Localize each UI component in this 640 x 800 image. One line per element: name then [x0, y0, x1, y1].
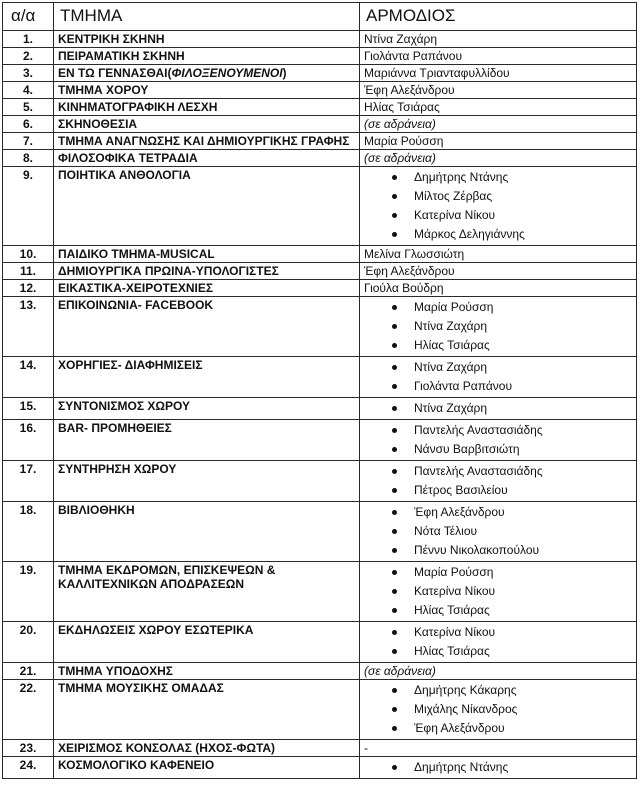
table-row: [3, 133, 637, 150]
department-name: ΠΕΙΡΑΜΑΤΙΚΗ ΣΚΗΝΗ: [54, 48, 360, 65]
responsible-name: Γιούλα Βούδρη: [364, 281, 444, 295]
row-number: 4.: [3, 82, 54, 99]
list-item: Έφη Αλεξάνδρου: [364, 719, 632, 738]
department-name: ΠΟΙΗΤΙΚΑ ΑΝΘΟΛΟΓΙΑ: [54, 167, 360, 246]
list-item: Κατερίνα Νίκου: [364, 206, 632, 225]
responsible-name: -: [364, 741, 368, 755]
list-item: Παντελής Αναστασιάδης: [364, 421, 632, 440]
department-name: ΣΥΝΤΟΝΙΣΜΟΣ ΧΩΡΟΥ: [54, 398, 360, 420]
list-item: Μαρία Ρούσση: [364, 298, 632, 317]
row-number: 11.: [3, 263, 54, 280]
table-row: [3, 680, 637, 740]
table-row: [3, 116, 637, 133]
table-row: [3, 280, 637, 297]
responsible-name: Μελίνα Γλωσσιώτη: [364, 247, 465, 261]
header-department: ΤΜΗΜΑ: [54, 3, 360, 31]
responsible-name: Μαρία Ρούσση: [364, 134, 444, 148]
list-item: Γιολάντα Ραπάνου: [364, 377, 632, 396]
department-name: ΕΙΚΑΣΤΙΚΑ-ΧΕΙΡΟΤΕΧΝΙΕΣ: [54, 280, 360, 297]
row-number: 15.: [3, 398, 54, 420]
list-item: Μιχάλης Νίκανδρος: [364, 700, 632, 719]
table-row: [3, 502, 637, 562]
responsible-list: [364, 168, 632, 244]
table-row: [3, 757, 637, 779]
inactive-status: (σε αδράνεια): [364, 664, 436, 678]
department-name: ΒΙΒΛΙΟΘΗΚΗ: [54, 502, 360, 562]
table-row: [3, 622, 637, 663]
table-row: [3, 246, 637, 263]
header-responsible: ΑΡΜΟΔΙΟΣ: [360, 3, 637, 31]
table-row: [3, 461, 637, 502]
row-number: 8.: [3, 150, 54, 167]
row-number: 3.: [3, 65, 54, 82]
department-name: ΤΜΗΜΑ ΕΚΔΡΟΜΩΝ, ΕΠΙΣΚΕΨΕΩΝ & ΚΑΛΛΙΤΕΧΝΙΚΩΝ ΑΠΟΔΡΑΣΕΩΝ: [54, 562, 360, 622]
table-row: [3, 398, 637, 420]
responsible-list: [364, 563, 632, 620]
responsible-cell: [360, 622, 637, 663]
list-item: Πέτρος Βασιλείου: [364, 481, 632, 500]
row-number: 17.: [3, 461, 54, 502]
table-row: [3, 357, 637, 398]
responsible-cell: [360, 420, 637, 461]
table-row: [3, 31, 637, 48]
responsible-list: [364, 358, 632, 396]
responsible-list: [364, 681, 632, 738]
responsible-cell: [360, 740, 637, 757]
table-body: [3, 31, 637, 779]
row-number: 22.: [3, 680, 54, 740]
department-name: [54, 65, 360, 82]
responsible-cell: [360, 502, 637, 562]
department-name: ΧΟΡΗΓΙΕΣ- ΔΙΑΦΗΜΙΣΕΙΣ: [54, 357, 360, 398]
department-name: ΕΠΙΚΟΙΝΩΝΙΑ- FACEBOOK: [54, 297, 360, 357]
responsible-cell: [360, 150, 637, 167]
responsible-cell: [360, 65, 637, 82]
table-row: [3, 420, 637, 461]
responsible-list: [364, 399, 632, 418]
table-row: [3, 663, 637, 680]
row-number: 19.: [3, 562, 54, 622]
department-name: ΧΕΙΡΙΣΜΟΣ ΚΟΝΣΟΛΑΣ (ΗΧΟΣ-ΦΩΤΑ): [54, 740, 360, 757]
list-item: Μάρκος Δεληγιάννης: [364, 225, 632, 244]
table-row: [3, 740, 637, 757]
list-item: Δημήτρης Ντάνης: [364, 168, 632, 187]
list-item: Πέννυ Νικολακοπούλου: [364, 541, 632, 560]
list-item: Μίλτος Ζέρβας: [364, 187, 632, 206]
list-item: Νάνσυ Βαρβιτσιώτη: [364, 440, 632, 459]
list-item: Νότα Τέλιου: [364, 522, 632, 541]
table-row: [3, 297, 637, 357]
table-row: [3, 82, 637, 99]
department-name: ΔΗΜΙΟΥΡΓΙΚΑ ΠΡΩΙΝΑ-ΥΠΟΛΟΓΙΣΤΕΣ: [54, 263, 360, 280]
list-item: Παντελής Αναστασιάδης: [364, 462, 632, 481]
list-item: Ηλίας Τσιάρας: [364, 336, 632, 355]
responsible-name: Έφη Αλεξάνδρου: [364, 264, 455, 278]
responsible-list: [364, 503, 632, 560]
row-number: 6.: [3, 116, 54, 133]
responsible-name: Έφη Αλεξάνδρου: [364, 83, 455, 97]
department-name: ΚΕΝΤΡΙΚΗ ΣΚΗΝΗ: [54, 31, 360, 48]
row-number: 14.: [3, 357, 54, 398]
header-number: α/α: [3, 3, 54, 31]
row-number: 10.: [3, 246, 54, 263]
responsible-cell: [360, 246, 637, 263]
row-number: 12.: [3, 280, 54, 297]
responsible-cell: [360, 263, 637, 280]
responsible-cell: [360, 82, 637, 99]
header-row: [3, 3, 637, 31]
department-name: ΣΥΝΤΗΡΗΣΗ ΧΩΡΟΥ: [54, 461, 360, 502]
list-item: Κατερίνα Νίκου: [364, 582, 632, 601]
department-name: ΠΑΙΔΙΚΟ ΤΜΗΜΑ-MUSICAL: [54, 246, 360, 263]
row-number: 2.: [3, 48, 54, 65]
row-number: 7.: [3, 133, 54, 150]
responsible-name: Μαριάννα Τριανταφυλλίδου: [364, 66, 510, 80]
responsible-cell: [360, 48, 637, 65]
table-row: [3, 150, 637, 167]
department-name: ΚΙΝΗΜΑΤΟΓΡΑΦΙΚΗ ΛΕΣΧΗ: [54, 99, 360, 116]
list-item: Δημήτρης Κάκαρης: [364, 681, 632, 700]
row-number: 1.: [3, 31, 54, 48]
responsible-list: [364, 462, 632, 500]
responsible-cell: [360, 562, 637, 622]
department-name: BAR- ΠΡΟΜΗΘΕΙΕΣ: [54, 420, 360, 461]
responsible-name: Ηλίας Τσιάρας: [364, 100, 440, 114]
department-name: ΤΜΗΜΑ ΧΟΡΟΥ: [54, 82, 360, 99]
responsible-list: [364, 298, 632, 355]
inactive-status: (σε αδράνεια): [364, 151, 436, 165]
list-item: Ηλίας Τσιάρας: [364, 601, 632, 620]
responsible-list: [364, 421, 632, 459]
row-number: 20.: [3, 622, 54, 663]
responsible-cell: [360, 680, 637, 740]
row-number: 5.: [3, 99, 54, 116]
responsible-cell: [360, 133, 637, 150]
list-item: Έφη Αλεξάνδρου: [364, 503, 632, 522]
list-item: Μαρία Ρούσση: [364, 563, 632, 582]
row-number: 24.: [3, 757, 54, 779]
responsible-name: Γιολάντα Ραπάνου: [364, 49, 463, 63]
department-name: ΤΜΗΜΑ ΑΝΑΓΝΩΣΗΣ ΚΑΙ ΔΗΜΙΟΥΡΓΙΚΗΣ ΓΡΑΦΗΣ: [54, 133, 360, 150]
department-name-emphasis: ΦΙΛΟΞΕΝΟΥΜΕΝΟΙ: [171, 66, 283, 80]
table-row: [3, 48, 637, 65]
list-item: Ηλίας Τσιάρας: [364, 642, 632, 661]
responsible-cell: [360, 280, 637, 297]
department-name-tail: ): [282, 66, 287, 80]
responsible-cell: [360, 99, 637, 116]
row-number: 21.: [3, 663, 54, 680]
table-row: [3, 562, 637, 622]
row-number: 18.: [3, 502, 54, 562]
table-row: [3, 65, 637, 82]
responsible-cell: [360, 31, 637, 48]
row-number: 16.: [3, 420, 54, 461]
list-item: Δημήτρης Ντάνης: [364, 758, 632, 777]
row-number: 9.: [3, 167, 54, 246]
responsible-cell: [360, 757, 637, 779]
department-name: ΦΙΛΟΣΟΦΙΚΑ ΤΕΤΡΑΔΙΑ: [54, 150, 360, 167]
responsible-cell: [360, 398, 637, 420]
responsible-cell: [360, 461, 637, 502]
department-name: ΤΜΗΜΑ ΜΟΥΣΙΚΗΣ ΟΜΑΔΑΣ: [54, 680, 360, 740]
department-name-text: ΕΝ ΤΩ ΓΕΝΝΑΣΘΑΙ(: [58, 66, 172, 80]
list-item: Κατερίνα Νίκου: [364, 623, 632, 642]
table-row: [3, 167, 637, 246]
department-name: ΚΟΣΜΟΛΟΓΙΚΟ ΚΑΦΕΝΕΙΟ: [54, 757, 360, 779]
inactive-status: (σε αδράνεια): [364, 117, 436, 131]
responsible-cell: [360, 357, 637, 398]
table-row: [3, 99, 637, 116]
list-item: Ντίνα Ζαχάρη: [364, 399, 632, 418]
table-row: [3, 263, 637, 280]
list-item: Ντίνα Ζαχάρη: [364, 358, 632, 377]
departments-table: [2, 2, 637, 779]
responsible-cell: [360, 663, 637, 680]
department-name: ΣΚΗΝΟΘΕΣΙΑ: [54, 116, 360, 133]
responsible-name: Ντίνα Ζαχάρη: [364, 32, 438, 46]
responsible-cell: [360, 297, 637, 357]
department-name: ΕΚΔΗΛΩΣΕΙΣ ΧΩΡΟΥ ΕΣΩΤΕΡΙΚΑ: [54, 622, 360, 663]
responsible-cell: [360, 116, 637, 133]
responsible-list: [364, 623, 632, 661]
row-number: 13.: [3, 297, 54, 357]
list-item: Ντίνα Ζαχάρη: [364, 317, 632, 336]
responsible-list: [364, 758, 632, 777]
department-name: ΤΜΗΜΑ ΥΠΟΔΟΧΗΣ: [54, 663, 360, 680]
responsible-cell: [360, 167, 637, 246]
row-number: 23.: [3, 740, 54, 757]
